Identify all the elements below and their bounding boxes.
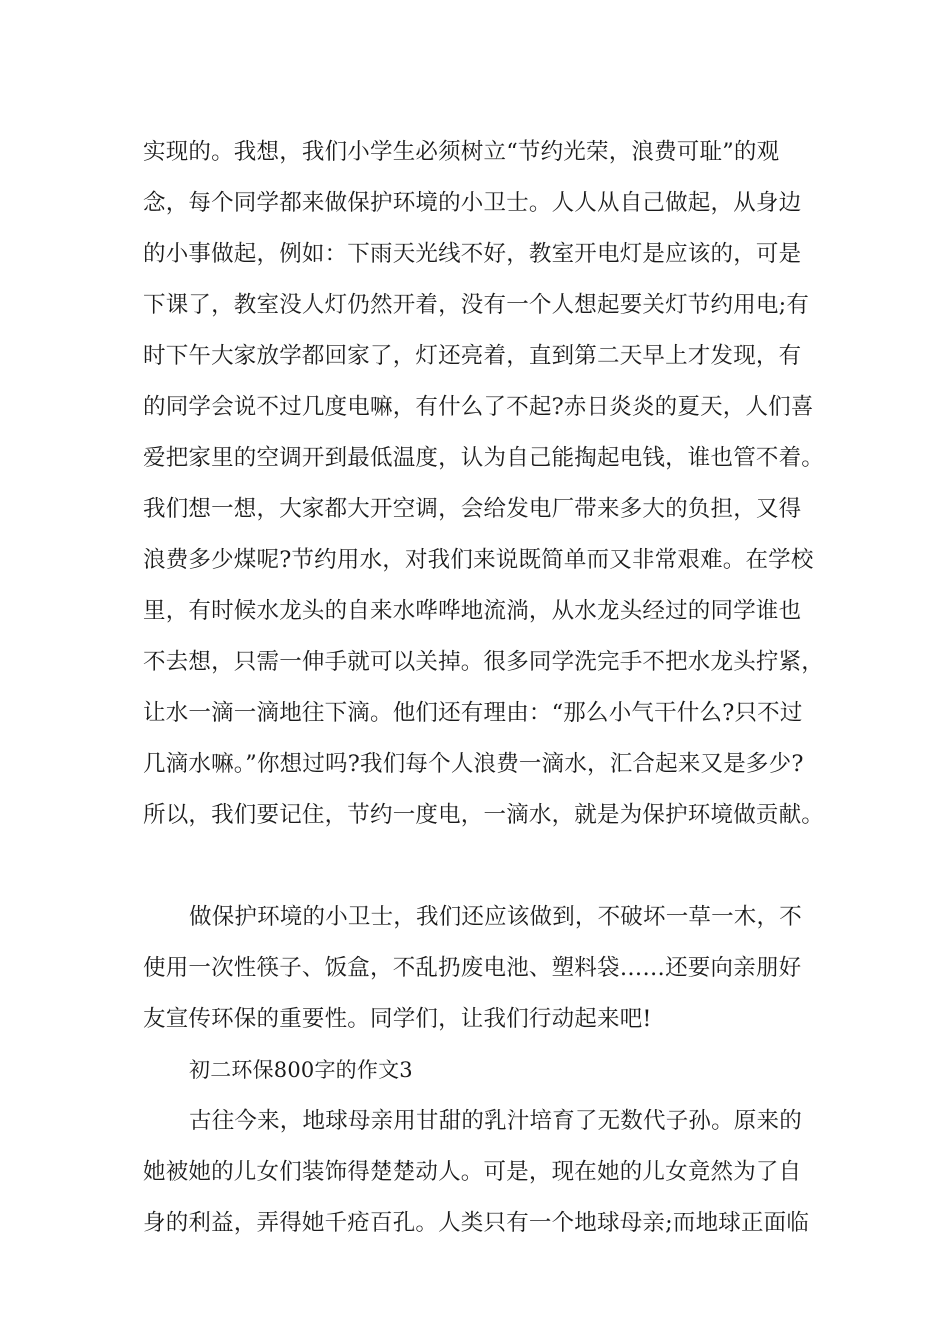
paragraph-2-line-2: 使用一次性筷子、饭盒，不乱扔废电池、塑料袋……还要向亲朋好 bbox=[143, 955, 802, 981]
paragraph-1-line-8: 我们想一想，大家都大开空调，会给发电厂带来多大的负担，又得 bbox=[143, 496, 802, 522]
paragraph-1-line-14: 所以，我们要记住，节约一度电，一滴水，就是为保护环境做贡献。 bbox=[143, 802, 825, 828]
section-heading: 初二环保800字的作文3 bbox=[189, 1058, 413, 1082]
paragraph-1-line-5: 时下午大家放学都回家了，灯还亮着，直到第二天早上才发现，有 bbox=[143, 343, 802, 369]
paragraph-1-line-9: 浪费多少煤呢?节约用水，对我们来说既简单而又非常艰难。在学校 bbox=[143, 547, 814, 573]
paragraph-1-line-11: 不去想，只需一伸手就可以关掉。很多同学洗完手不把水龙头拧紧， bbox=[143, 649, 825, 675]
paragraph-1-line-4: 下课了，教室没人灯仍然开着，没有一个人想起要关灯节约用电;有 bbox=[143, 292, 810, 318]
paragraph-2-line-1: 做保护环境的小卫士，我们还应该做到，不破坏一草一木，不 bbox=[189, 904, 802, 930]
paragraph-2-line-3: 友宣传环保的重要性。同学们，让我们行动起来吧! bbox=[143, 1006, 652, 1032]
paragraph-1-line-10: 里，有时候水龙头的自来水哗哗地流淌，从水龙头经过的同学谁也 bbox=[143, 598, 802, 624]
paragraph-1-line-13: 几滴水嘛。”你想过吗?我们每个人浪费一滴水，汇合起来又是多少? bbox=[143, 751, 804, 777]
paragraph-3-line-1: 古往今来，地球母亲用甘甜的乳汁培育了无数代子孙。原来的 bbox=[189, 1108, 802, 1134]
paragraph-1-line-12: 让水一滴一滴地往下滴。他们还有理由：“那么小气干什么?只不过 bbox=[143, 700, 803, 726]
paragraph-3-line-2: 她被她的儿女们装饰得楚楚动人。可是，现在她的儿女竟然为了自 bbox=[143, 1159, 802, 1185]
paragraph-1-line-6: 的同学会说不过几度电嘛，有什么了不起?赤日炎炎的夏天，人们喜 bbox=[143, 394, 814, 420]
paragraph-1-line-2: 念，每个同学都来做保护环境的小卫士。人人从自己做起，从身边 bbox=[143, 190, 802, 216]
paragraph-3-line-3: 身的利益，弄得她千疮百孔。人类只有一个地球母亲;而地球正面临 bbox=[143, 1210, 810, 1236]
paragraph-1-line-7: 爱把家里的空调开到最低温度，认为自己能掏起电钱，谁也管不着。 bbox=[143, 445, 825, 471]
paragraph-1-line-1: 实现的。我想，我们小学生必须树立“节约光荣，浪费可耻”的观 bbox=[143, 139, 780, 165]
paragraph-1-line-3: 的小事做起，例如：下雨天光线不好，教室开电灯是应该的，可是 bbox=[143, 241, 802, 267]
